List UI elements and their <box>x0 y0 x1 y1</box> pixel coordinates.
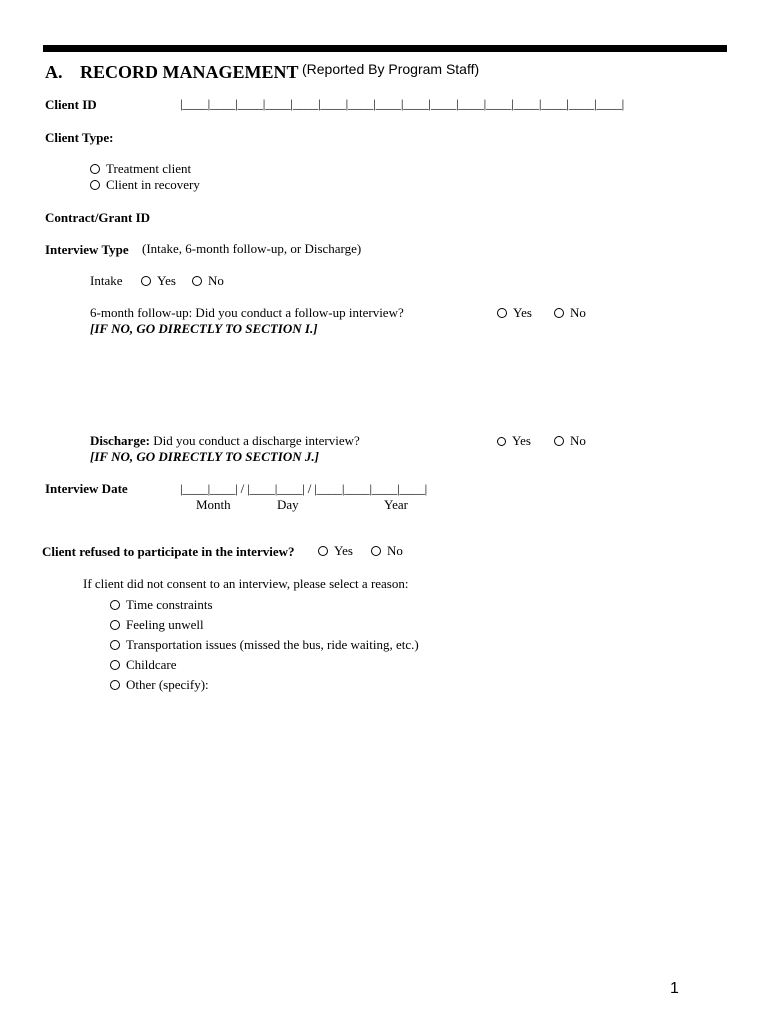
yes-label: Yes <box>157 273 176 288</box>
intake-label: Intake <box>90 273 123 288</box>
discharge-yes-option[interactable] <box>497 433 531 449</box>
client-id-label: Client ID <box>45 97 97 112</box>
reason-label: Time constraints <box>126 597 213 612</box>
interview-type-label: Interview Type <box>45 242 129 257</box>
radio-icon[interactable] <box>110 620 120 630</box>
reason-option[interactable] <box>110 657 177 673</box>
reason-label: Feeling unwell <box>126 617 204 632</box>
yes-label: Yes <box>513 305 532 320</box>
yes-label: Yes <box>512 433 531 448</box>
client-type-label: Client Type: <box>45 130 114 145</box>
option-label: Treatment client <box>106 161 192 176</box>
reason-option[interactable] <box>110 597 213 613</box>
discharge-no-option[interactable] <box>554 433 586 449</box>
radio-icon[interactable] <box>554 308 564 318</box>
radio-icon[interactable] <box>110 660 120 670</box>
year-caption: Year <box>384 497 408 512</box>
contract-grant-id-label: Contract/Grant ID <box>45 210 151 225</box>
no-label: No <box>387 543 403 558</box>
page-number: 1 <box>670 980 679 997</box>
followup-question: 6-month follow-up: Did you conduct a follow-up interview? <box>90 305 404 320</box>
refused-question: Client refused to participate in the interview? <box>42 544 295 559</box>
discharge-question <box>90 433 360 449</box>
interview-date-field[interactable]: |____|____| / |____|____| / |____|____|____|____| <box>180 481 428 496</box>
radio-icon[interactable] <box>90 180 100 190</box>
radio-icon[interactable] <box>110 680 120 690</box>
radio-icon[interactable] <box>554 436 564 446</box>
day-caption: Day <box>277 497 299 512</box>
intake-no-option[interactable] <box>192 273 224 289</box>
followup-no-option[interactable] <box>554 305 586 321</box>
refused-no-option[interactable] <box>371 543 403 559</box>
followup-yes-option[interactable] <box>497 305 532 321</box>
radio-icon[interactable] <box>192 276 202 286</box>
radio-icon[interactable] <box>90 164 100 174</box>
reason-option[interactable] <box>110 637 419 653</box>
discharge-label: Discharge: <box>90 433 150 448</box>
month-caption: Month <box>196 497 231 512</box>
interview-date-label: Interview Date <box>45 481 128 496</box>
intake-yes-option[interactable] <box>141 273 176 289</box>
no-label: No <box>570 305 586 320</box>
no-label: No <box>570 433 586 448</box>
section-subtitle: (Reported By Program Staff) <box>302 61 480 77</box>
radio-icon[interactable] <box>497 308 507 318</box>
radio-icon[interactable] <box>110 600 120 610</box>
refused-yes-option[interactable] <box>318 543 353 559</box>
section-divider <box>43 45 727 52</box>
option-label: Client in recovery <box>106 177 200 192</box>
radio-icon[interactable] <box>110 640 120 650</box>
section-letter: A. <box>45 62 63 82</box>
client-type-option-recovery[interactable] <box>90 177 200 193</box>
no-label: No <box>208 273 224 288</box>
reason-prompt: If client did not consent to an interview, please select a reason: <box>83 576 409 591</box>
reason-option[interactable] <box>110 617 204 633</box>
reason-label: Childcare <box>126 657 177 672</box>
client-id-field[interactable]: |____|____|____|____|____|____|____|____|____|____|____|____|____|____|____|____| <box>180 96 625 111</box>
yes-label: Yes <box>334 543 353 558</box>
client-type-option-treatment[interactable] <box>90 161 191 177</box>
radio-icon[interactable] <box>141 276 151 286</box>
radio-icon[interactable] <box>497 437 506 446</box>
radio-icon[interactable] <box>371 546 381 556</box>
reason-option[interactable] <box>110 677 209 693</box>
reason-label: Transportation issues (missed the bus, ride waiting, etc.) <box>126 637 419 652</box>
discharge-instruction: [IF NO, GO DIRECTLY TO SECTION J.] <box>90 449 319 464</box>
interview-type-hint: (Intake, 6-month follow-up, or Discharge) <box>142 241 362 256</box>
section-title: RECORD MANAGEMENT <box>80 62 299 82</box>
followup-instruction: [IF NO, GO DIRECTLY TO SECTION I.] <box>90 321 318 336</box>
discharge-question-text: Did you conduct a discharge interview? <box>149 433 360 448</box>
radio-icon[interactable] <box>318 546 328 556</box>
reason-label: Other (specify): <box>126 677 209 692</box>
